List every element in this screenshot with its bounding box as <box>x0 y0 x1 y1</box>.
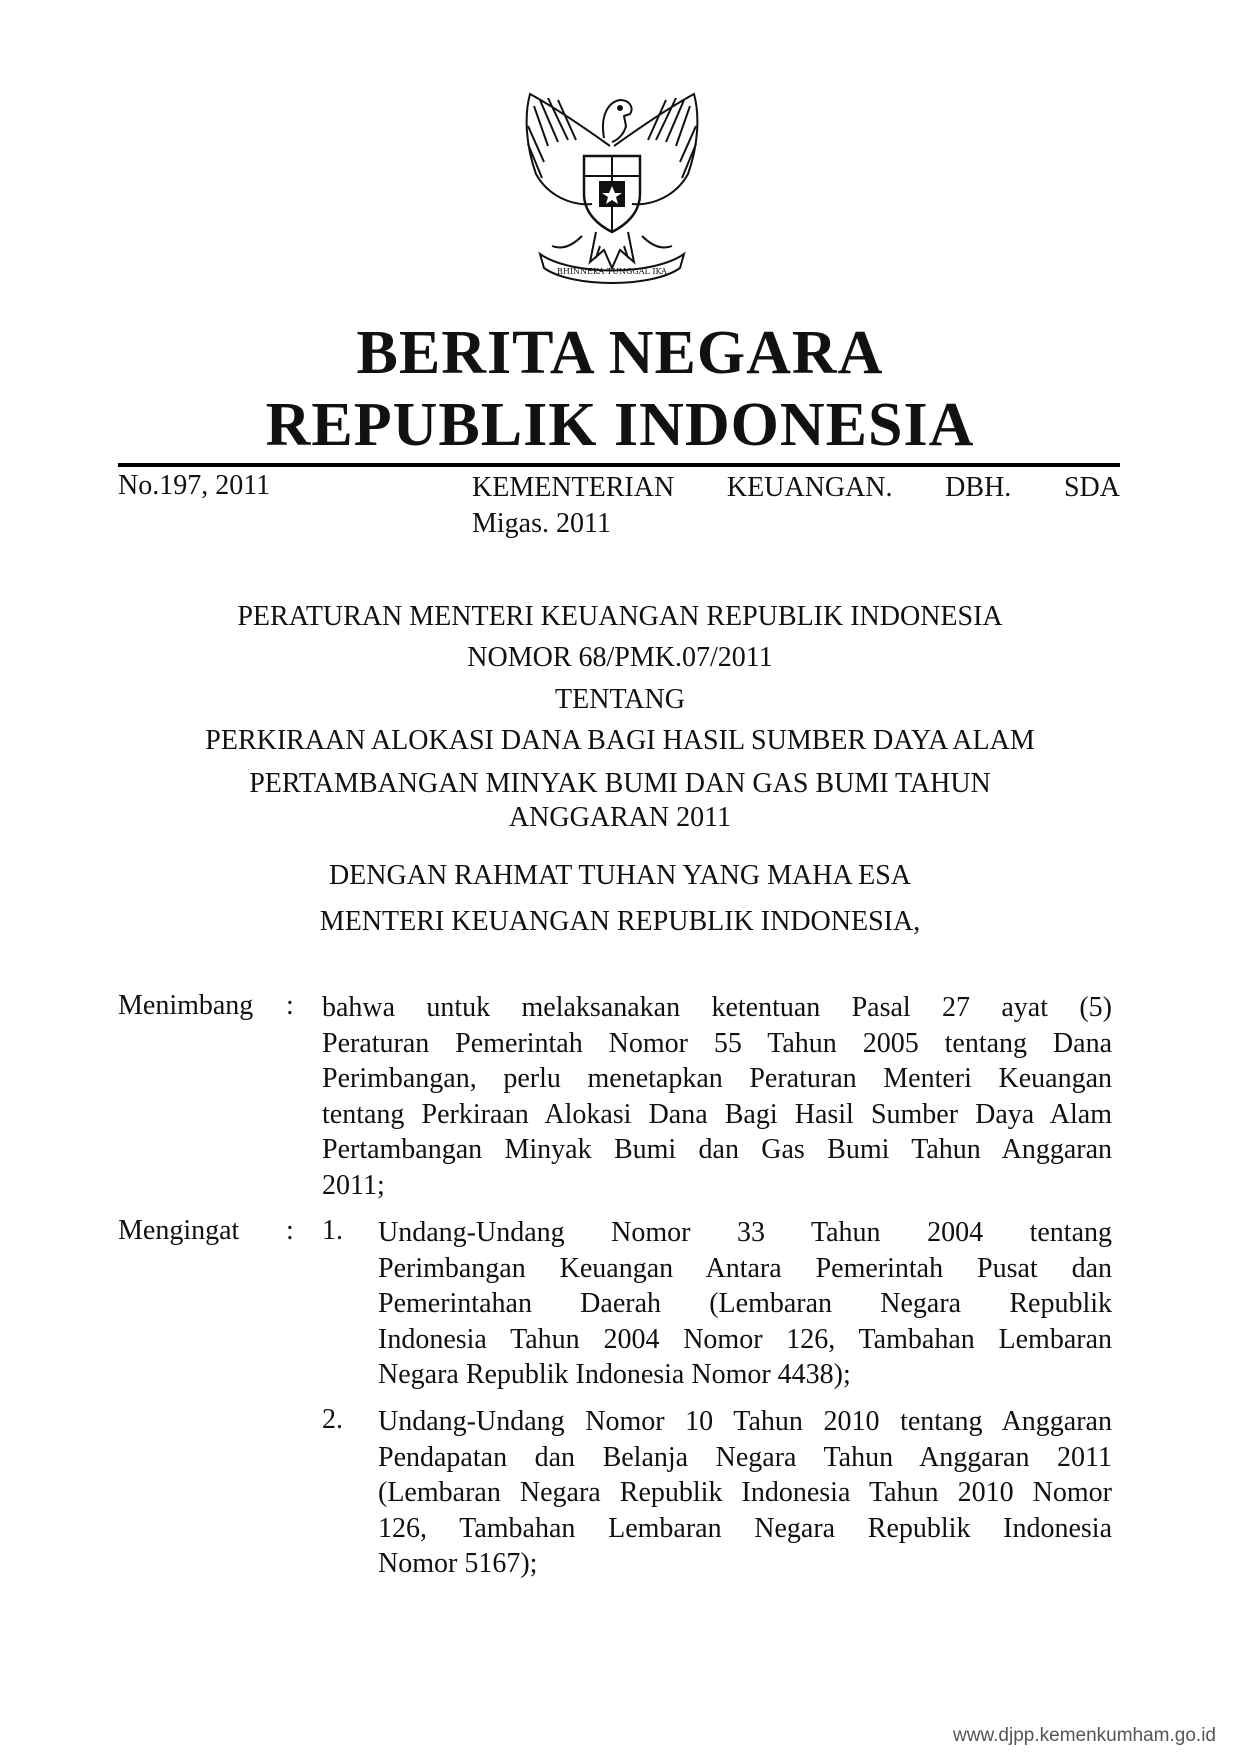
mengingat-line: Perimbangan Keuangan Antara Pemerintah Pusat dan <box>378 1252 1112 1284</box>
topic-word: KEMENTERIAN <box>472 472 675 503</box>
mengingat-line: Pendapatan dan Belanja Negara Tahun Anggaran 2011 <box>378 1441 1112 1473</box>
regulation-subject-line3: ANGGARAN 2011 <box>508 802 732 833</box>
mengingat-line: Undang-Undang Nomor 10 Tahun 2010 tentang Anggaran <box>378 1406 1112 1437</box>
regulation-subject-line2: PERTAMBANGAN MINYAK BUMI DAN GAS BUMI TAHUN <box>249 768 991 799</box>
mengingat-label: Mengingat <box>118 1215 240 1246</box>
menimbang-text <box>322 990 1112 1203</box>
mengingat-item-1 <box>378 1215 1112 1393</box>
menimbang-line: Pertambangan Minyak Bumi dan Gas Bumi Tahun Anggaran <box>322 1134 1112 1165</box>
mengingat-line: (Lembaran Negara Republik Indonesia Tahun 2010 Nomor <box>378 1477 1112 1508</box>
menimbang-line: tentang Perkiraan Alokasi Dana Bagi Hasil Sumber Daya Alam <box>322 1098 1112 1130</box>
regulation-subject-line1: PERKIRAAN ALOKASI DANA BAGI HASIL SUMBER DAYA ALAM <box>205 725 1035 756</box>
menimbang-line: Perimbangan, perlu menetapkan Peraturan Menteri Keuangan <box>322 1063 1112 1094</box>
issue-number: No.197, 2011 <box>118 470 271 501</box>
mengingat-line: Nomor 5167); <box>378 1548 538 1579</box>
masthead-divider <box>118 463 1120 467</box>
regulation-number: NOMOR 68/PMK.07/2011 <box>467 642 773 673</box>
mengingat-line: Pemerintahan Daerah (Lembaran Negara Republik <box>378 1288 1112 1319</box>
mengingat-line: 126, Tambahan Lembaran Negara Republik Indonesia <box>378 1512 1112 1544</box>
menimbang-line: bahwa untuk melaksanakan ketentuan Pasal 27 ayat (5) <box>322 992 1112 1023</box>
preamble-line2: MENTERI KEUANGAN REPUBLIK INDONESIA, <box>319 906 921 937</box>
issue-topic <box>472 470 1120 542</box>
masthead-title-line1: BERITA NEGARA <box>356 319 884 387</box>
mengingat-item-number: 1. <box>322 1215 343 1246</box>
topic-word: DBH. <box>945 472 1012 503</box>
preamble-line1: DENGAN RAHMAT TUHAN YANG MAHA ESA <box>328 860 912 891</box>
menimbang-colon: : <box>286 990 294 1021</box>
emblem-motto: BHINNEKA TUNGGAL IKA <box>557 267 667 276</box>
topic-word: SDA <box>1063 472 1120 503</box>
masthead-title-line2: REPUBLIK INDONESIA <box>265 391 975 459</box>
topic-line2: Migas. 2011 <box>472 508 611 539</box>
regulation-title: PERATURAN MENTERI KEUANGAN REPUBLIK INDONESIA <box>237 601 1003 632</box>
topic-word: KEUANGAN. <box>726 472 893 503</box>
mengingat-colon: : <box>286 1215 294 1246</box>
menimbang-line: 2011; <box>322 1169 385 1201</box>
footer-watermark: www.djpp.kemenkumham.go.id <box>953 1725 1216 1746</box>
mengingat-item-number: 2. <box>322 1404 343 1435</box>
mengingat-line: Negara Republik Indonesia Nomor 4438); <box>378 1359 851 1390</box>
mengingat-item-2 <box>378 1404 1112 1582</box>
mengingat-line: Indonesia Tahun 2004 Nomor 126, Tambahan Lembaran <box>378 1323 1112 1355</box>
garuda-emblem-icon <box>512 86 712 298</box>
menimbang-line: Peraturan Pemerintah Nomor 55 Tahun 2005 tentang Dana <box>322 1027 1112 1059</box>
menimbang-label: Menimbang <box>118 990 254 1021</box>
regulation-tentang: TENTANG <box>555 684 685 715</box>
mengingat-line: Undang-Undang Nomor 33 Tahun 2004 tentang <box>378 1217 1112 1248</box>
